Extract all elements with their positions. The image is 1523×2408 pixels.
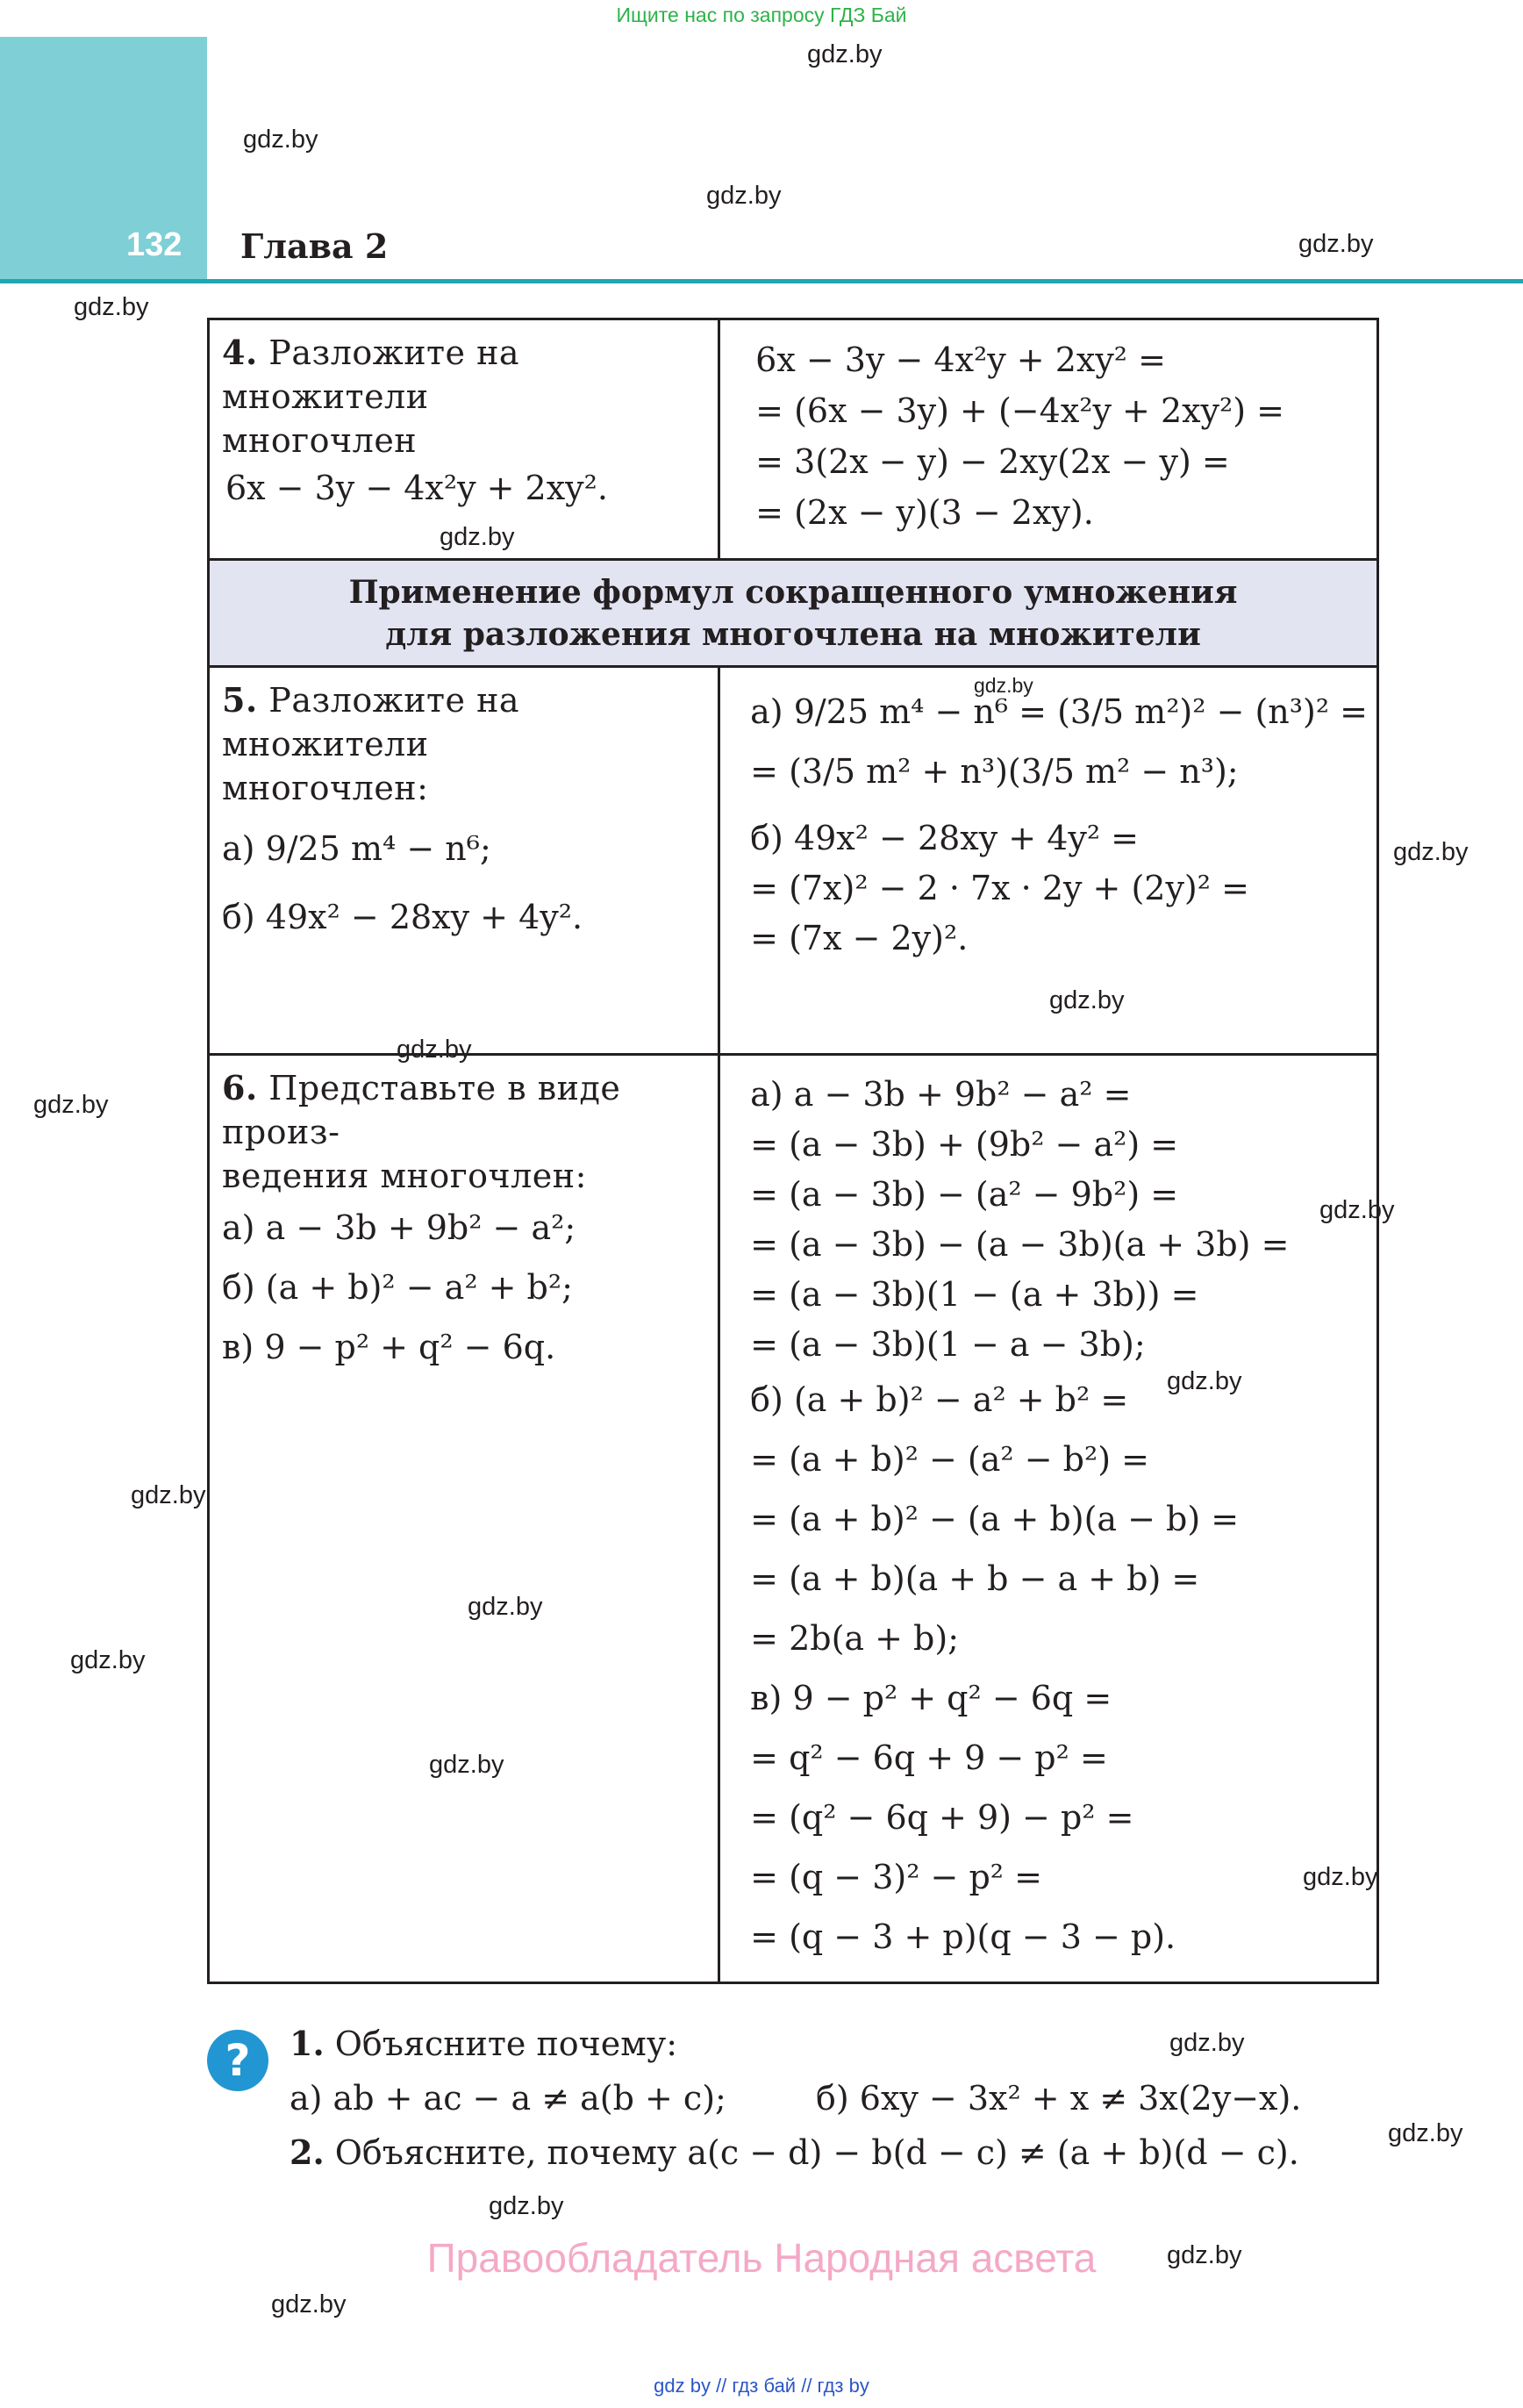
table-row-task6 bbox=[209, 1055, 1378, 1983]
solution-line: = 3(2x − y) − 2xy(2x − y) = bbox=[755, 442, 1230, 481]
watermark: gdz.by bbox=[33, 1091, 109, 1119]
watermark: gdz.by bbox=[243, 125, 318, 154]
task6-text-line1: Представьте в виде произ- bbox=[222, 1069, 621, 1151]
section-title bbox=[209, 560, 1378, 667]
watermark: gdz.by bbox=[429, 1751, 504, 1779]
table-row-task4 bbox=[209, 319, 1378, 560]
header-rule bbox=[0, 279, 1523, 283]
exercise-table bbox=[207, 318, 1379, 1984]
page-number: 132 bbox=[126, 226, 182, 263]
task5-b-expression: 49x² − 28xy + 4y². bbox=[265, 898, 583, 936]
task6-c-label: в) bbox=[222, 1328, 254, 1366]
review-q1-a: а) ab + ac − a ≠ a(b + c); bbox=[290, 2079, 726, 2118]
task4-text-line2: многочлен bbox=[222, 421, 418, 460]
watermark: gdz.by bbox=[1388, 2119, 1463, 2147]
solution-line: = 2b(a + b); bbox=[750, 1619, 960, 1658]
review-q1-b: б) 6xy − 3x² + x ≠ 3x(2y−x). bbox=[816, 2079, 1302, 2118]
watermark: gdz.by bbox=[974, 674, 1033, 697]
watermark: gdz.by bbox=[1167, 2241, 1242, 2269]
solution-line: = (a + b)² − (a + b)(a − b) = bbox=[750, 1500, 1240, 1538]
solution-line: = (a − 3b) − (a² − 9b²) = bbox=[750, 1175, 1179, 1214]
solution-line: = (7x)² − 2 · 7x · 2y + (2y)² = bbox=[750, 869, 1249, 907]
task5-solution bbox=[719, 667, 1378, 1055]
task6-b-expression: (a + b)² − a² + b²; bbox=[265, 1268, 573, 1307]
section-band bbox=[209, 560, 1378, 667]
watermark: gdz.by bbox=[807, 40, 883, 68]
question-mark-icon: ? bbox=[207, 2030, 268, 2091]
solution-line: = (a − 3b) − (a − 3b)(a + 3b) = bbox=[750, 1225, 1290, 1264]
footer-links[interactable]: gdz by // гдз бай // гдз by bbox=[654, 2375, 869, 2397]
watermark: gdz.by bbox=[1169, 2029, 1245, 2057]
watermark: gdz.by bbox=[440, 523, 515, 551]
review-q2-number: 2. bbox=[290, 2132, 325, 2172]
watermark: gdz.by bbox=[468, 1593, 543, 1621]
section-title-line1: Применение формул сокращенного умножения bbox=[348, 573, 1238, 611]
task6-text-line2: ведения многочлен: bbox=[222, 1157, 587, 1195]
task6-c-expression: 9 − p² + q² − 6q. bbox=[264, 1328, 556, 1366]
solution-line: = (2x − y)(3 − 2xy). bbox=[755, 493, 1094, 532]
watermark: gdz.by bbox=[489, 2192, 564, 2220]
solution-line: а) 9/25 m⁴ − n⁶ = (3/5 m²)² − (n³)² = bbox=[750, 692, 1368, 731]
task5-question bbox=[209, 667, 719, 1055]
solution-line: б) (a + b)² − a² + b² = bbox=[750, 1380, 1129, 1419]
task4-number: 4. bbox=[222, 333, 258, 372]
copyright-notice: Правообладатель Народная асвета bbox=[426, 2235, 1097, 2281]
solution-line: а) a − 3b + 9b² − a² = bbox=[750, 1075, 1132, 1114]
watermark: gdz.by bbox=[271, 2290, 347, 2318]
solution-line: = (a − 3b)(1 − (a + 3b)) = bbox=[750, 1275, 1199, 1314]
task5-a-label: а) bbox=[222, 829, 255, 868]
watermark: gdz.by bbox=[1049, 986, 1125, 1014]
review-q1-text: Объясните почему: bbox=[334, 2025, 678, 2063]
task6-a-expression: a − 3b + 9b² − a²; bbox=[265, 1208, 576, 1247]
task5-b-label: б) bbox=[222, 898, 255, 936]
task4-text-line1: Разложите на множители bbox=[222, 333, 520, 416]
watermark: gdz.by bbox=[131, 1481, 206, 1509]
section-title-line2: для разложения многочлена на множители bbox=[385, 615, 1201, 653]
watermark: gdz.by bbox=[70, 1646, 146, 1674]
review-q2-text: Объясните, почему a(c − d) − b(d − c) ≠ (a + b)(d − c). bbox=[334, 2133, 1299, 2172]
solution-line: = (a + b)² − (a² − b²) = bbox=[750, 1440, 1149, 1479]
task6-number: 6. bbox=[222, 1068, 258, 1107]
review-q1-number: 1. bbox=[290, 2024, 325, 2063]
task4-solution bbox=[719, 319, 1378, 560]
review-questions bbox=[290, 2017, 1302, 2180]
task6-a-label: а) bbox=[222, 1208, 255, 1247]
top-banner[interactable]: Ищите нас по запросу ГДЗ Бай bbox=[616, 4, 907, 26]
task5-a-expression: 9/25 m⁴ − n⁶; bbox=[265, 829, 491, 868]
solution-line: = (q − 3 + p)(q − 3 − p). bbox=[750, 1917, 1176, 1956]
task4-question bbox=[209, 319, 719, 560]
solution-line: 6x − 3y − 4x²y + 2xy² = bbox=[755, 340, 1166, 379]
solution-line: = q² − 6q + 9 − p² = bbox=[750, 1738, 1108, 1777]
watermark: gdz.by bbox=[1298, 230, 1374, 258]
solution-line: = (3/5 m² + n³)(3/5 m² − n³); bbox=[750, 752, 1239, 791]
watermark: gdz.by bbox=[1167, 1367, 1242, 1395]
watermark: gdz.by bbox=[1319, 1196, 1395, 1224]
solution-line: = (a − 3b) + (9b² − a²) = bbox=[750, 1125, 1179, 1164]
watermark: gdz.by bbox=[74, 293, 149, 321]
solution-line: б) 49x² − 28xy + 4y² = bbox=[750, 819, 1140, 857]
task5-number: 5. bbox=[222, 680, 258, 720]
watermark: gdz.by bbox=[1393, 838, 1469, 866]
chapter-title: Глава 2 bbox=[240, 226, 389, 266]
solution-line: = (q − 3)² − p² = bbox=[750, 1858, 1042, 1896]
solution-line: = (a − 3b)(1 − a − 3b); bbox=[750, 1325, 1146, 1364]
task4-expression: 6x − 3y − 4x²y + 2xy². bbox=[225, 469, 608, 507]
task6-question bbox=[209, 1055, 719, 1983]
solution-line: = (7x − 2y)². bbox=[750, 919, 969, 957]
task5-text-line1: Разложите на множители bbox=[222, 681, 520, 763]
solution-line: = (q² − 6q + 9) − p² = bbox=[750, 1798, 1134, 1837]
task6-solution bbox=[719, 1055, 1378, 1983]
watermark: gdz.by bbox=[397, 1036, 472, 1064]
watermark: gdz.by bbox=[706, 182, 782, 210]
solution-line: = (a + b)(a + b − a + b) = bbox=[750, 1559, 1200, 1598]
solution-line: в) 9 − p² + q² − 6q = bbox=[750, 1679, 1112, 1717]
solution-line: = (6x − 3y) + (−4x²y + 2xy²) = bbox=[755, 391, 1284, 430]
watermark: gdz.by bbox=[1303, 1863, 1378, 1891]
task5-text-line2: многочлен: bbox=[222, 769, 429, 807]
task6-b-label: б) bbox=[222, 1268, 255, 1307]
table-row-task5 bbox=[209, 667, 1378, 1055]
